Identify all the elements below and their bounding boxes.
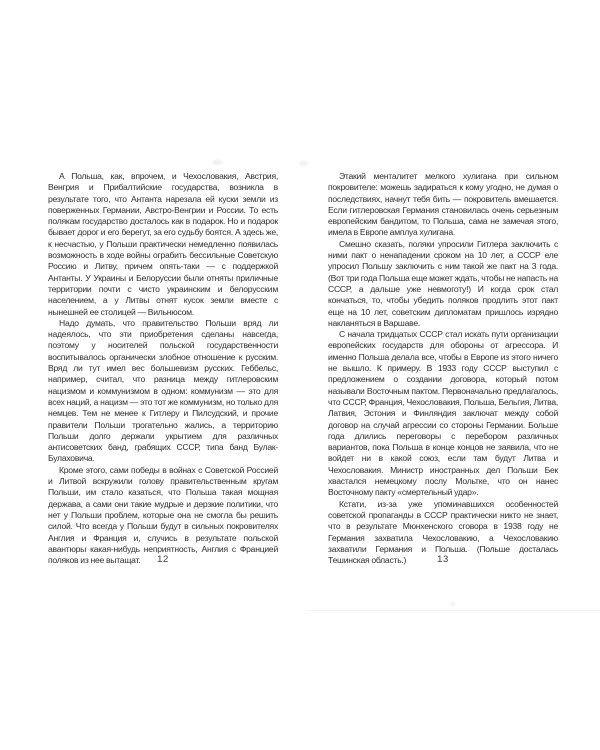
left-page-text xyxy=(48,171,278,566)
right-page-number: 13 xyxy=(437,554,449,565)
left-page-number: 12 xyxy=(157,554,169,565)
scan-smudge xyxy=(299,161,308,166)
paragraph: Этакий менталитет мелкого хулигана при сильном покровителе: можешь задираться к кому угодно, не думая о последствиях, начнут тебя бить — покровитель вмешается. Если гитлеровская Германия становилась очень серьезным европейским бандитом, то Польша, сама не замечая этого, имела в Европе амплуа хулигана. xyxy=(328,171,558,238)
paragraph: Надо думать, что правительство Польши вряд ли надеялось, что эти приобретения сделаны навсегда, поэтому у носителей польской государственности воспитывалось органически злобное отношение к русским. Вряд ли тут имел вес большевизм русских. Геббельс, например, считал, что разница между гитлеровским нацизмом и коммунизмом в одном: коммунизм — это для всех наций, а нацизм — это тот же коммунизм, но только для немцев. Тем не менее к Гитлеру и Пилсудский, и прочие правители Польши трогательно жались, а территорию Польши долго держали укрытием для различных антисоветских банд, грабящих СССР, типа банд Булак-Булаховича. xyxy=(48,317,278,464)
paragraph: А Польша, как, впрочем, и Чехословакия, Австрия, Венгрия и Прибалтийские государства, возникла в результате того, что Антанта нарезала ей куски земли из поверженных Германии, Австро-Венгрии и России. То есть полякам государство досталось как в подарок. Но и подарок бывает дорог и его берегут, за его судьбу боятся. А здесь же, к несчастью, у Польши практически немедленно появилась возможность в ходе войны ограбить бессильные Советскую Россию и Литву, причем опять-таки — с поддержкой Антанты. У Украины и Белоруссии были отняты приличные территории почти с чисто украинским и белорусским населением, а у Литвы отнят кусок земли вместе с нынешней ее столицей — Вильнюсом. xyxy=(48,171,278,317)
scan-edge-line xyxy=(305,610,600,611)
right-page xyxy=(328,171,558,581)
scan-smudge xyxy=(450,602,455,606)
paragraph: Кстати, из-за уже упоминавшихся особенностей советской пропаганды в СССР практически никто не знает, что в результате Мюнхенского сговора в 1938 году не Германия захватила Чехословакию, а Чехословакию захватили Германия и Польша. (Польше досталась Тешинская область.) xyxy=(328,498,558,566)
paragraph: С начала тридцатых СССР стал искать пути организации европейских государств для обороны от агрессора. И именно Польша делала все, чтобы в Европе из этого ничего не вышло. К примеру. В 1933 году СССР выступил с предложением о создании договора, который потом называли Восточным пактом. Первоначально предлагалось, что СССР, Франция, Чехословакия, Польша, Бельгия, Литва, Латвия, Эстония и Финляндия заключат между собой договор на случай агрессии со стороны Германии. Больше года длились переговоры с перебором различных вариантов, пока Польша в конце концов не заявила, что не войдет ни в какой союз, если там будут Литва и Чехословакия. Министр иностранных дел Польши Бек хвастался немецкому послу Мольтке, что он нанес Восточному пакту «смертельный удар». xyxy=(328,329,558,498)
right-page-text xyxy=(328,171,558,566)
left-page xyxy=(48,171,278,581)
paragraph: Кроме этого, сами победы в войнах с Советской Россией и Литвой вскружили голову правительственным кругам Польши, им стало казаться, что Польша такая мощная держава, а сами они такие мудрые и дерзкие политики, что нет у Польши проблем, которые она не смогла бы решить силой. Что всегда у Польши будут в сильных покровителях Англия и Франция и, случись в результате польской авантюры какая-нибудь неприятность, Англия с Францией поляков из нее вытащат. xyxy=(48,464,278,566)
scan-smudge xyxy=(212,160,223,165)
paragraph: Смешно сказать, поляки упросили Гитлера заключить с ними пакт о ненападении сроком на 10 лет, а СССР еле упросил Польшу заключить с ним такой же пакт на 3 года. (Вот три года Польша еще может ждать, чтобы не напасть на СССР, а дальше уже невмоготу!) И когда срок стал кончаться, то, чтобы убедить поляков продлить этот пакт еще на 10 лет, советским дипломатам пришлось изрядно накланяться в Варшаве. xyxy=(328,238,558,328)
